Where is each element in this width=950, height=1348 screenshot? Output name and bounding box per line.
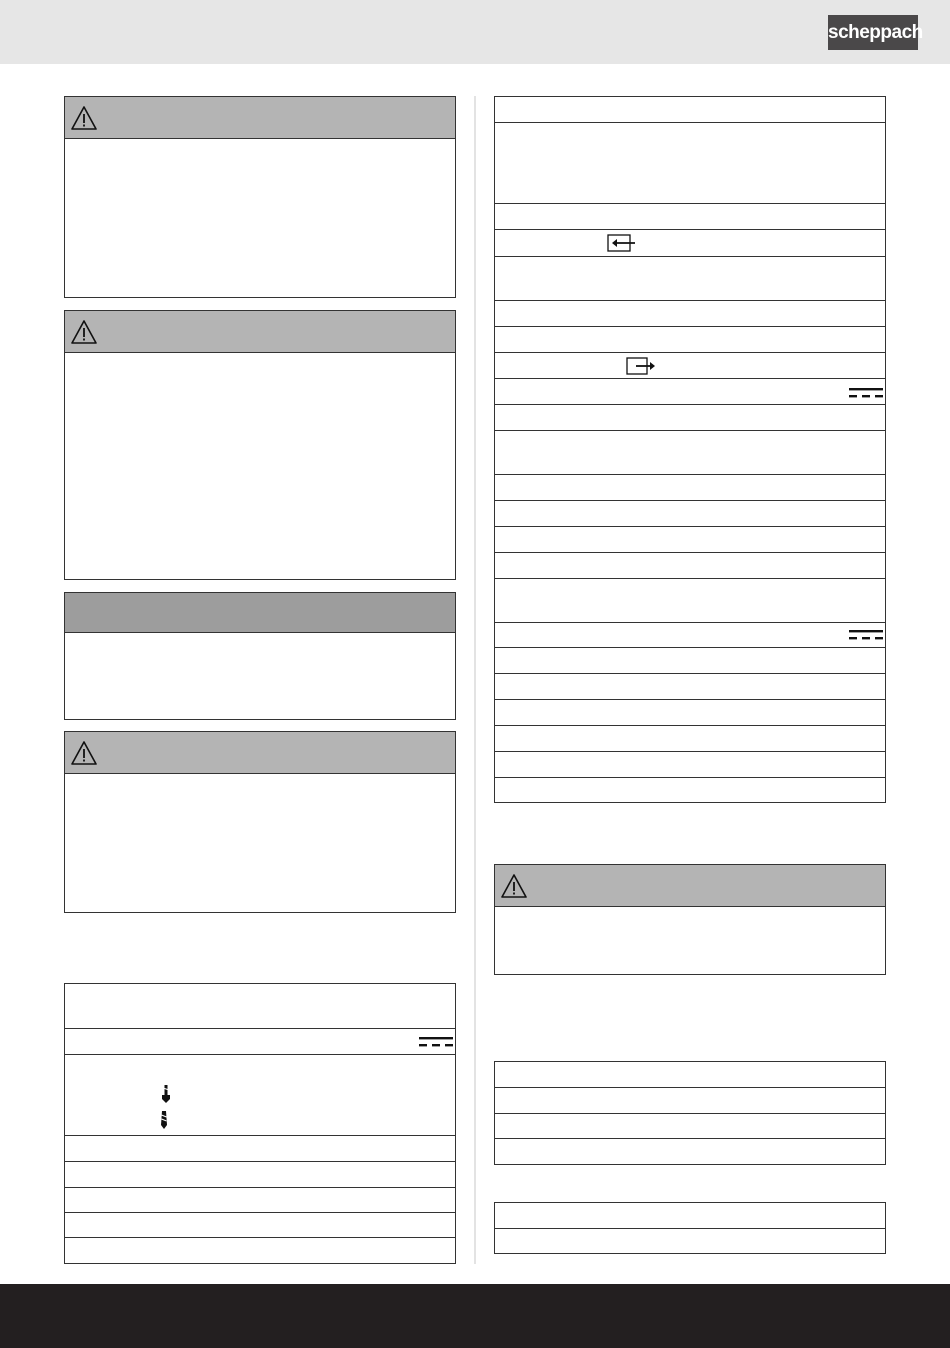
table-row — [495, 579, 885, 623]
warning-triangle-icon — [70, 105, 98, 131]
warning-triangle-icon — [500, 873, 528, 899]
table-row — [495, 405, 885, 431]
column-divider — [474, 96, 476, 1264]
table-row — [495, 752, 885, 778]
table-row — [65, 1029, 455, 1055]
table-row — [65, 1136, 455, 1162]
scheppach-logo: scheppach — [828, 15, 918, 50]
table-row — [495, 204, 885, 230]
warning-box-header — [65, 732, 455, 774]
table-row — [495, 553, 885, 579]
table-row — [495, 726, 885, 752]
page-header-bar — [0, 0, 950, 64]
table-row — [65, 1055, 455, 1136]
table-row — [495, 648, 885, 674]
warning-box-1 — [64, 96, 456, 298]
input-arrow-icon — [607, 234, 637, 252]
table-row — [495, 527, 885, 553]
table-row — [495, 431, 885, 475]
table-row — [495, 301, 885, 327]
table-row — [495, 1203, 885, 1229]
table-row — [65, 1213, 455, 1238]
table-row — [65, 1188, 455, 1213]
table-row — [495, 700, 885, 726]
table-row — [495, 257, 885, 301]
warning-box-header — [65, 97, 455, 139]
table-row — [495, 1114, 885, 1139]
table-row — [495, 475, 885, 501]
page-footer-bar — [0, 1284, 950, 1348]
table-row — [495, 123, 885, 204]
warning-triangle-icon — [70, 740, 98, 766]
note-box — [64, 592, 456, 720]
warning-box-4 — [494, 864, 886, 975]
table-row — [495, 353, 885, 379]
vibration-values-table — [494, 1202, 886, 1254]
screw-bit-icon — [159, 1111, 169, 1129]
warning-box-header — [65, 311, 455, 353]
direct-current-symbol-icon — [419, 1035, 453, 1049]
direct-current-symbol-icon — [849, 386, 883, 400]
warning-box-header — [495, 865, 885, 907]
table-row — [495, 327, 885, 353]
table-row — [495, 778, 885, 802]
noise-values-table — [494, 1061, 886, 1165]
table-row — [495, 623, 885, 648]
warning-box-2 — [64, 310, 456, 580]
table-row — [495, 674, 885, 700]
table-row — [495, 97, 885, 123]
table-row — [65, 1162, 455, 1188]
table-row — [495, 1139, 885, 1164]
table-row — [65, 1238, 455, 1263]
table-row — [495, 230, 885, 257]
technical-data-table-left — [64, 983, 456, 1264]
warning-box-3 — [64, 731, 456, 913]
technical-data-table-right — [494, 96, 886, 803]
note-box-header — [65, 593, 455, 633]
direct-current-symbol-icon — [849, 628, 883, 642]
table-row — [495, 379, 885, 405]
warning-triangle-icon — [70, 319, 98, 345]
output-arrow-icon — [626, 357, 656, 375]
table-row — [65, 984, 455, 1029]
table-row — [495, 1229, 885, 1253]
table-row — [495, 1062, 885, 1088]
drill-bit-icon — [161, 1085, 171, 1103]
table-row — [495, 1088, 885, 1114]
table-row — [495, 501, 885, 527]
